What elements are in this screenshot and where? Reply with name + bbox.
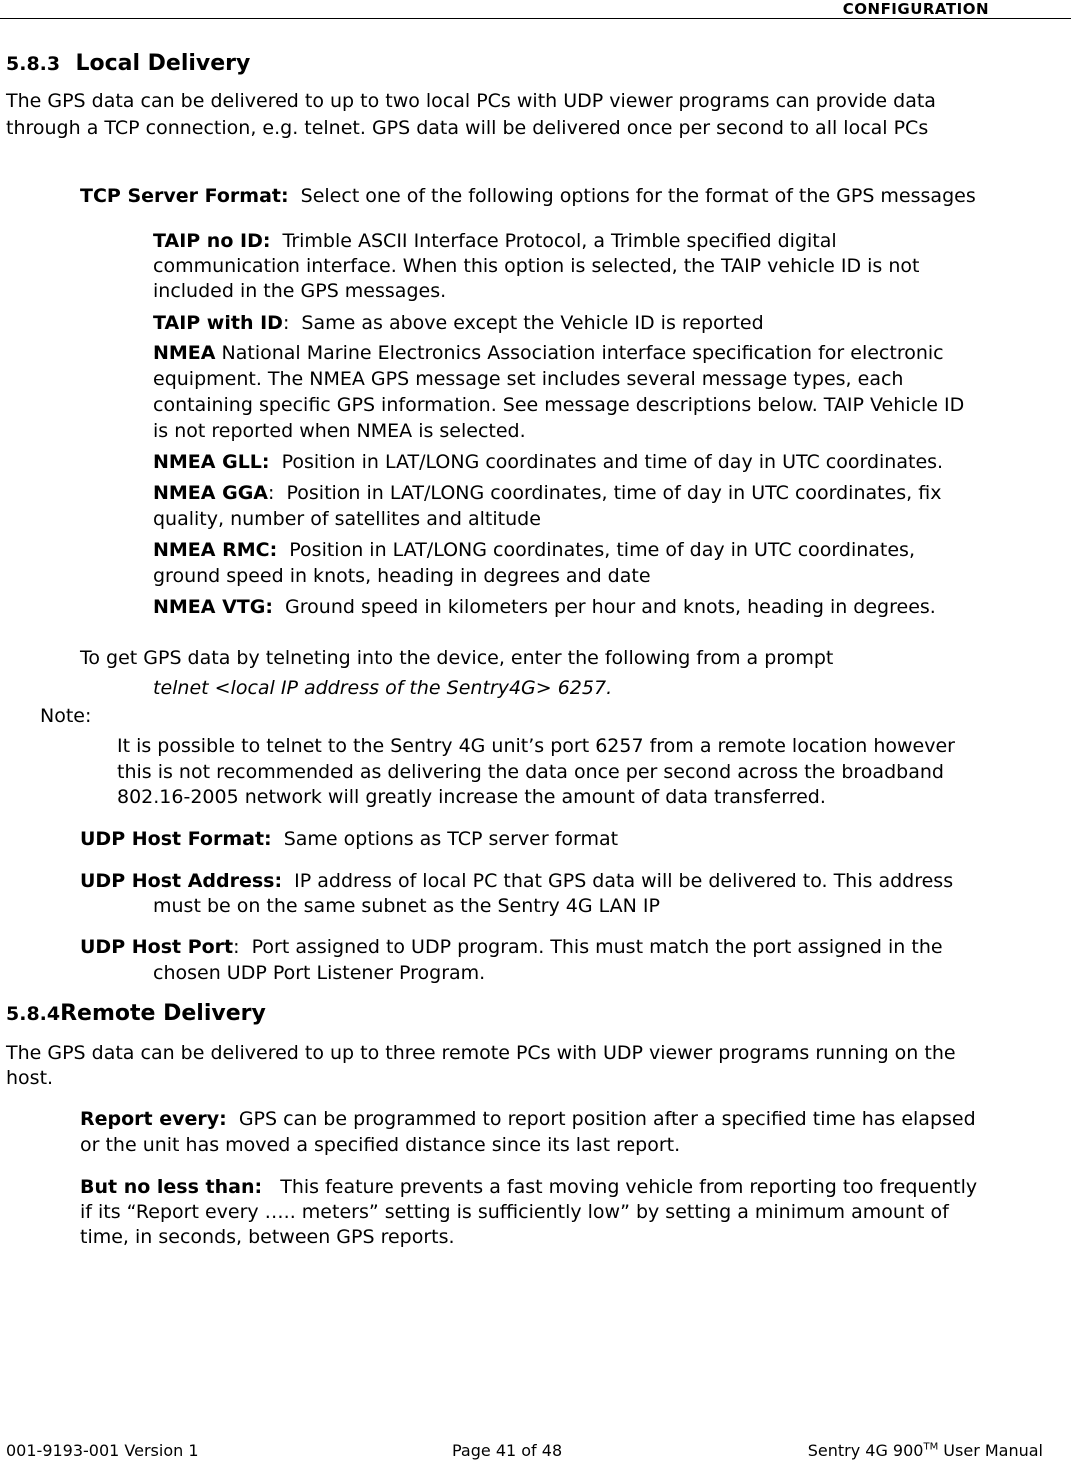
term-label: UDP Host Address:: [80, 870, 283, 892]
paragraph-line: chosen UDP Port Listener Program.: [153, 962, 486, 984]
taip-no-id-item: [153, 228, 837, 255]
section-heading-5-8-4: [6, 1000, 266, 1028]
term-text: Same options as TCP server format: [271, 828, 619, 850]
section-title: Local Delivery: [75, 51, 251, 76]
trademark-mark: TM: [923, 1441, 939, 1453]
term-label: NMEA GLL:: [153, 451, 270, 473]
term-label: TAIP with ID: [153, 312, 283, 334]
but-no-less-than-item: [80, 1174, 977, 1201]
term-label: NMEA GGA: [153, 482, 269, 504]
term-text: : Position in LAT/LONG coordinates, time of day in UTC coordinates, fix: [268, 482, 942, 504]
manual-suffix: User Manual: [938, 1441, 1043, 1460]
term-label: Report every:: [80, 1108, 227, 1130]
paragraph-line: quality, number of satellites and altitude: [153, 508, 541, 530]
term-text: Select one of the following options for the format of the GPS messages: [288, 185, 976, 207]
paragraph-line: included in the GPS messages.: [153, 280, 447, 302]
footer-page-number: Page 41 of 48: [452, 1441, 563, 1460]
footer-manual-title: [808, 1437, 1043, 1464]
note-label: Note:: [40, 705, 92, 727]
udp-host-address-item: [80, 868, 953, 895]
tcp-server-format-item: [80, 183, 976, 210]
term-text: Position in LAT/LONG coordinates, time of day in UTC coordinates,: [277, 539, 915, 561]
manual-name: Sentry 4G 900: [807, 1441, 924, 1460]
term-text: Trimble ASCII Interface Protocol, a Trimble specified digital: [270, 230, 837, 252]
nmea-item: [153, 340, 944, 367]
section-title: Remote Delivery: [60, 1001, 266, 1026]
paragraph-line: ground speed in knots, heading in degrees and date: [153, 565, 651, 587]
telnet-command: telnet <local IP address of the Sentry4G> 6257.: [153, 677, 613, 699]
nmea-rmc-item: [153, 537, 915, 564]
term-text: Ground speed in kilometers per hour and knots, heading in degrees.: [272, 596, 936, 618]
paragraph-line: equipment. The NMEA GPS message set includes several message types, each: [153, 368, 904, 390]
term-label: UDP Host Port: [80, 936, 234, 958]
nmea-gll-item: [153, 449, 943, 476]
paragraph-line: must be on the same subnet as the Sentry 4G LAN IP: [153, 895, 660, 917]
udp-host-port-item: [80, 934, 943, 961]
paragraph-line: To get GPS data by telneting into the device, enter the following from a prompt: [80, 647, 834, 669]
term-text: : Same as above except the Vehicle ID is reported: [282, 312, 764, 334]
paragraph-line: is not reported when NMEA is selected.: [153, 420, 526, 442]
term-text: Position in LAT/LONG coordinates and time of day in UTC coordinates.: [269, 451, 944, 473]
paragraph-line: or the unit has moved a specified distance since its last report.: [80, 1134, 681, 1156]
term-text: IP address of local PC that GPS data will be delivered to. This address: [282, 870, 954, 892]
term-label: TAIP no ID:: [153, 230, 271, 252]
paragraph-line: The GPS data can be delivered to up to two local PCs with UDP viewer programs can provide data: [6, 90, 936, 112]
term-text: National Marine Electronics Association interface specification for electronic: [215, 342, 944, 364]
term-text: This feature prevents a fast moving vehicle from reporting too frequently: [262, 1176, 978, 1198]
term-text: GPS can be programmed to report position after a specified time has elapsed: [226, 1108, 976, 1130]
paragraph-line: if its “Report every ….. meters” setting is sufficiently low” by setting a minimum amount of: [80, 1201, 949, 1223]
footer-doc-id: 001-9193-001 Version 1: [6, 1441, 199, 1460]
paragraph-line: containing specific GPS information. See message descriptions below. TAIP Vehicle ID: [153, 394, 965, 416]
paragraph-line: The GPS data can be delivered to up to three remote PCs with UDP viewer programs running on the: [6, 1042, 956, 1064]
section-number: 5.8.4: [6, 1003, 61, 1025]
term-label: UDP Host Format:: [80, 828, 272, 850]
paragraph-line: communication interface. When this option is selected, the TAIP vehicle ID is not: [153, 255, 920, 277]
paragraph-line: It is possible to telnet to the Sentry 4G unit’s port 6257 from a remote location however: [117, 735, 955, 757]
term-label: NMEA: [153, 342, 216, 364]
running-header-title: CONFIGURATION: [842, 0, 989, 18]
paragraph-line: through a TCP connection, e.g. telnet. GPS data will be delivered once per second to all local PCs: [6, 117, 929, 139]
paragraph-line: this is not recommended as delivering the data once per second across the broadband: [117, 761, 944, 783]
term-label: NMEA VTG:: [153, 596, 273, 618]
section-number: 5.8.3: [6, 53, 61, 75]
header-rule: [0, 18, 1071, 19]
term-label: NMEA RMC:: [153, 539, 278, 561]
term-text: : Port assigned to UDP program. This must match the port assigned in the: [233, 936, 943, 958]
term-label: But no less than:: [80, 1176, 263, 1198]
nmea-gga-item: [153, 480, 941, 507]
section-heading-5-8-3: [6, 50, 250, 78]
paragraph-line: 802.16-2005 network will greatly increase the amount of data transferred.: [117, 786, 826, 808]
taip-with-id-item: [153, 310, 764, 337]
report-every-item: [80, 1106, 976, 1133]
paragraph-line: host.: [6, 1067, 54, 1089]
term-label: TCP Server Format:: [80, 185, 289, 207]
paragraph-line: time, in seconds, between GPS reports.: [80, 1226, 455, 1248]
udp-host-format-item: [80, 826, 618, 853]
nmea-vtg-item: [153, 594, 936, 621]
